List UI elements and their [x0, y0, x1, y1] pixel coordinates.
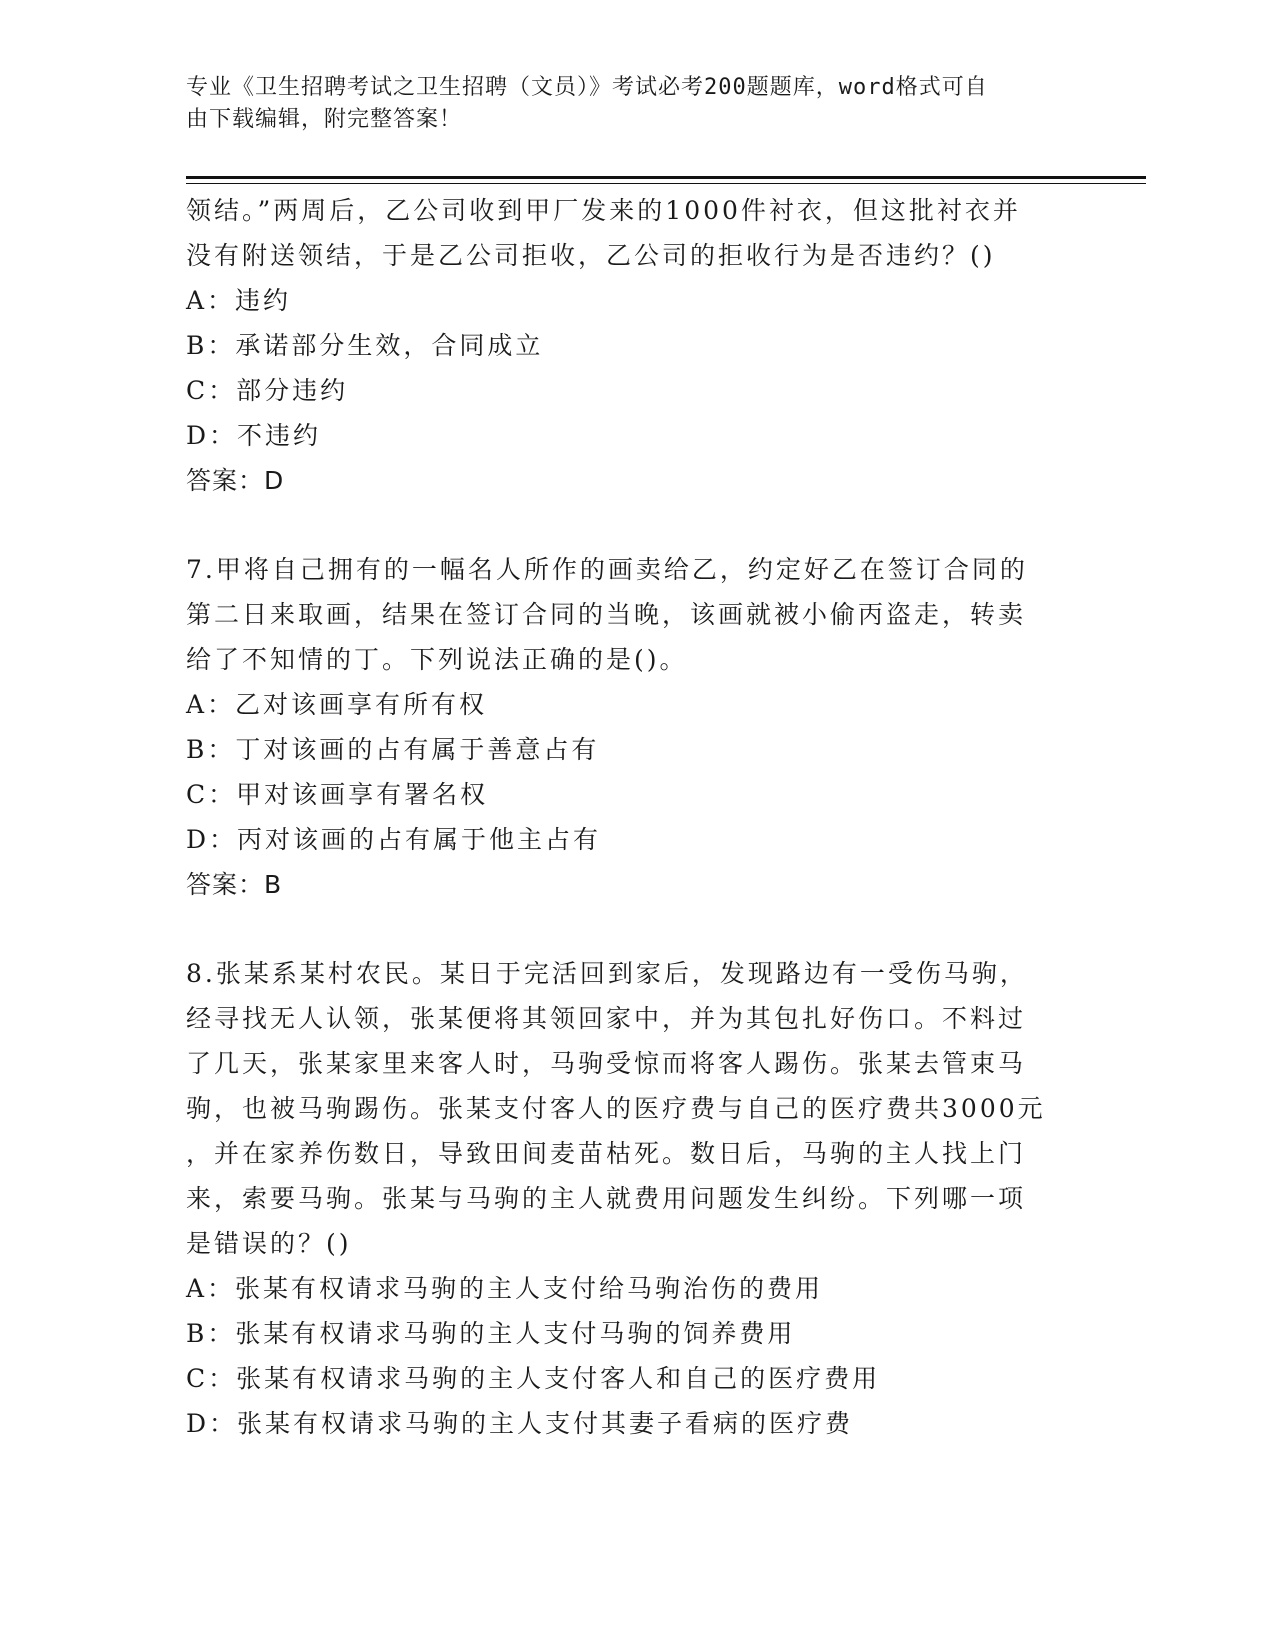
- option-b: B：丁对该画的占有属于善意占有: [186, 735, 600, 764]
- question-stem-line: 是错误的？(): [186, 1229, 352, 1258]
- option-a: A：违约: [186, 286, 292, 315]
- question-stem-line: 驹，也被马驹踢伤。张某支付客人的医疗费与自己的医疗费共3000元: [186, 1094, 1046, 1123]
- header-divider-thick: [186, 176, 1146, 179]
- option-c: C：部分违约: [186, 376, 349, 405]
- header-line-1: 专业《卫生招聘考试之卫生招聘（文员）》考试必考200题题库，word格式可自: [186, 75, 988, 100]
- question-stem-line: 8.张某系某村农民。某日于完活回到家后，发现路边有一受伤马驹，: [186, 959, 1028, 988]
- question-8: [186, 951, 1066, 1446]
- option-a: A：乙对该画享有所有权: [186, 690, 488, 719]
- option-d: D：不违约: [186, 421, 322, 450]
- question-stem-line: 给了不知情的丁。下列说法正确的是()。: [186, 645, 688, 674]
- option-d: D：张某有权请求马驹的主人支付其妻子看病的医疗费: [186, 1409, 854, 1438]
- question-list: [186, 188, 1066, 1446]
- question-stem-line: 7.甲将自己拥有的一幅名人所作的画卖给乙，约定好乙在签订合同的: [186, 555, 1028, 584]
- question-stem-line: 来，索要马驹。张某与马驹的主人就费用问题发生纠纷。下列哪一项: [186, 1184, 1027, 1213]
- question-6: [186, 188, 1066, 503]
- option-b: B：承诺部分生效，合同成立: [186, 331, 544, 360]
- header-divider-thin: [186, 183, 1146, 184]
- question-stem-line: 了几天，张某家里来客人时，马驹受惊而将客人踢伤。张某去管束马: [186, 1049, 1027, 1078]
- question-7: [186, 547, 1066, 907]
- option-d: D：丙对该画的占有属于他主占有: [186, 825, 602, 854]
- header-line-2: 由下载编辑，附完整答案！: [186, 107, 463, 132]
- option-c: C：甲对该画享有署名权: [186, 780, 489, 809]
- answer-line: 答案：D: [186, 466, 285, 495]
- option-b: B：张某有权请求马驹的主人支付马驹的饲养费用: [186, 1319, 796, 1348]
- question-stem-line: 没有附送领结，于是乙公司拒收，乙公司的拒收行为是否违约？(): [186, 241, 996, 270]
- question-stem-line: ，并在家养伤数日，导致田间麦苗枯死。数日后，马驹的主人找上门: [186, 1139, 1027, 1168]
- question-spacer: [186, 503, 1066, 547]
- question-spacer: [186, 907, 1066, 951]
- question-stem-line: 领结。”两周后，乙公司收到甲厂发来的1000件衬衣，但这批衬衣并: [186, 196, 1021, 225]
- question-stem-line: 第二日来取画，结果在签订合同的当晚，该画就被小偷丙盗走，转卖: [186, 600, 1027, 629]
- document-header: [186, 72, 1066, 136]
- option-c: C：张某有权请求马驹的主人支付客人和自己的医疗费用: [186, 1364, 881, 1393]
- question-stem-line: 经寻找无人认领，张某便将其领回家中，并为其包扎好伤口。不料过: [186, 1004, 1027, 1033]
- option-a: A：张某有权请求马驹的主人支付给马驹治伤的费用: [186, 1274, 824, 1303]
- answer-line: 答案：B: [186, 870, 283, 899]
